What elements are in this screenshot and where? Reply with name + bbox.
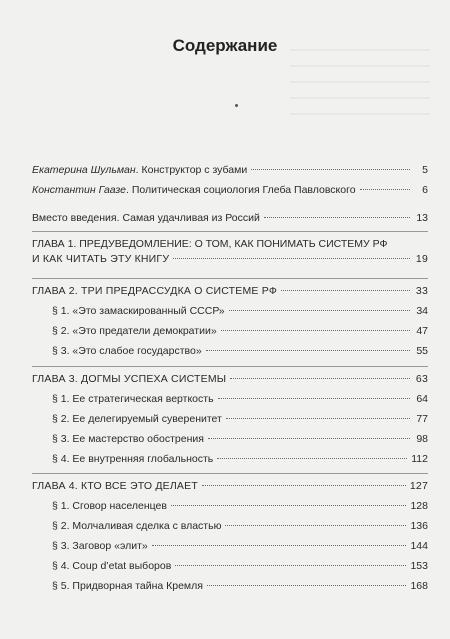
section-page: 77 xyxy=(416,413,428,425)
dot-leader xyxy=(225,525,406,526)
toc-section[interactable] xyxy=(52,519,428,533)
section-divider xyxy=(32,231,428,232)
toc-chapter-4[interactable] xyxy=(32,479,428,493)
chapter-title-line-2: И КАК ЧИТАТЬ ЭТУ КНИГУ xyxy=(32,253,170,265)
section-title: § 3. «Это слабое государство» xyxy=(52,345,202,357)
section-title: § 3. Ее мастерство обострения xyxy=(52,433,204,445)
toc-section[interactable] xyxy=(52,452,428,466)
dot-leader xyxy=(264,217,410,218)
entry-title: . Конструктор с зубами xyxy=(135,164,248,176)
toc-entry-introduction[interactable] xyxy=(32,211,428,225)
section-page: 34 xyxy=(416,305,428,317)
dot-leader xyxy=(217,458,407,459)
toc-section[interactable] xyxy=(52,324,428,338)
toc-entry-shulman[interactable] xyxy=(32,163,428,177)
chapter-title: ГЛАВА 2. ТРИ ПРЕДРАССУДКА О СИСТЕМЕ РФ xyxy=(32,285,278,297)
toc-section[interactable] xyxy=(52,432,428,446)
section-title: § 5. Придворная тайна Кремля xyxy=(52,580,203,592)
dot-leader xyxy=(360,189,410,190)
section-page: 98 xyxy=(416,433,428,445)
section-title: § 3. Заговор «элит» xyxy=(52,540,148,552)
section-page: 47 xyxy=(416,325,428,337)
chapter-page: 127 xyxy=(409,480,428,492)
dot-leader xyxy=(226,418,410,419)
section-page: 55 xyxy=(416,345,428,357)
section-title: § 4. Coup d’etat выборов xyxy=(52,560,172,572)
toc-entry-gaaze[interactable] xyxy=(32,183,428,197)
page-title: Содержание xyxy=(172,36,278,55)
toc-section[interactable] xyxy=(52,559,428,573)
section-title: § 2. Ее делегируемый суверенитет xyxy=(52,413,222,425)
chapter-title: ГЛАВА 4. КТО ВСЕ ЭТО ДЕЛАЕТ xyxy=(32,480,198,492)
dot-leader xyxy=(221,330,410,331)
chapter-page: 19 xyxy=(415,253,428,265)
toc-section[interactable] xyxy=(52,392,428,406)
section-divider xyxy=(32,366,428,367)
entry-page: 5 xyxy=(422,164,428,176)
toc-section[interactable] xyxy=(52,344,428,358)
toc-chapter-1[interactable] xyxy=(32,236,428,266)
dot-leader xyxy=(207,585,407,586)
toc-section[interactable] xyxy=(52,304,428,318)
toc-section[interactable] xyxy=(52,539,428,553)
section-divider xyxy=(32,278,428,279)
dot-leader xyxy=(152,545,407,546)
dot-leader xyxy=(208,438,410,439)
section-page: 144 xyxy=(410,540,428,552)
section-page: 128 xyxy=(410,500,428,512)
entry-title: Вместо введения. Самая удачливая из Россий xyxy=(32,212,260,224)
chapter-page: 63 xyxy=(415,373,428,385)
entry-page: 13 xyxy=(416,212,428,224)
section-title: § 1. Ее стратегическая верткость xyxy=(52,393,214,405)
dot-leader xyxy=(171,505,407,506)
section-title: § 2. «Это предатели демократии» xyxy=(52,325,217,337)
entry-author: Екатерина Шульман xyxy=(32,164,136,176)
section-page: 112 xyxy=(411,453,428,465)
section-title: § 1. «Это замаскированный СССР» xyxy=(52,305,225,317)
section-title: § 1. Сговор населенцев xyxy=(52,500,167,512)
dot-leader xyxy=(175,565,406,566)
section-divider xyxy=(32,473,428,474)
section-page: 153 xyxy=(410,560,428,572)
dot-leader xyxy=(173,258,410,259)
toc-chapter-2[interactable] xyxy=(32,284,428,298)
dot-leader xyxy=(206,350,410,351)
toc-section[interactable] xyxy=(52,499,428,513)
toc-section[interactable] xyxy=(52,579,428,593)
section-title: § 2. Молчаливая сделка с властью xyxy=(52,520,222,532)
section-page: 64 xyxy=(416,393,428,405)
entry-author: Константин Гаазе xyxy=(32,184,126,196)
toc-section[interactable] xyxy=(52,412,428,426)
dot-leader xyxy=(281,290,410,291)
entry-page: 6 xyxy=(422,184,428,196)
section-title: § 4. Ее внутренняя глобальность xyxy=(52,453,214,465)
section-page: 168 xyxy=(410,580,428,592)
ink-dot xyxy=(235,104,238,107)
chapter-page: 33 xyxy=(415,285,428,297)
entry-title: . Политическая социология Глеба Павловского xyxy=(126,184,356,196)
dot-leader xyxy=(230,378,410,379)
chapter-title-line-1: ГЛАВА 1. ПРЕДУВЕДОМЛЕНИЕ: О ТОМ, КАК ПОНИМАТЬ СИСТЕМУ РФ xyxy=(32,238,388,250)
toc-chapter-3[interactable] xyxy=(32,372,428,386)
chapter-title: ГЛАВА 3. ДОГМЫ УСПЕХА СИСТЕМЫ xyxy=(32,373,227,385)
dot-leader xyxy=(229,310,410,311)
dot-leader xyxy=(251,169,410,170)
dot-leader xyxy=(202,485,406,486)
section-page: 136 xyxy=(410,520,428,532)
dot-leader xyxy=(218,398,410,399)
